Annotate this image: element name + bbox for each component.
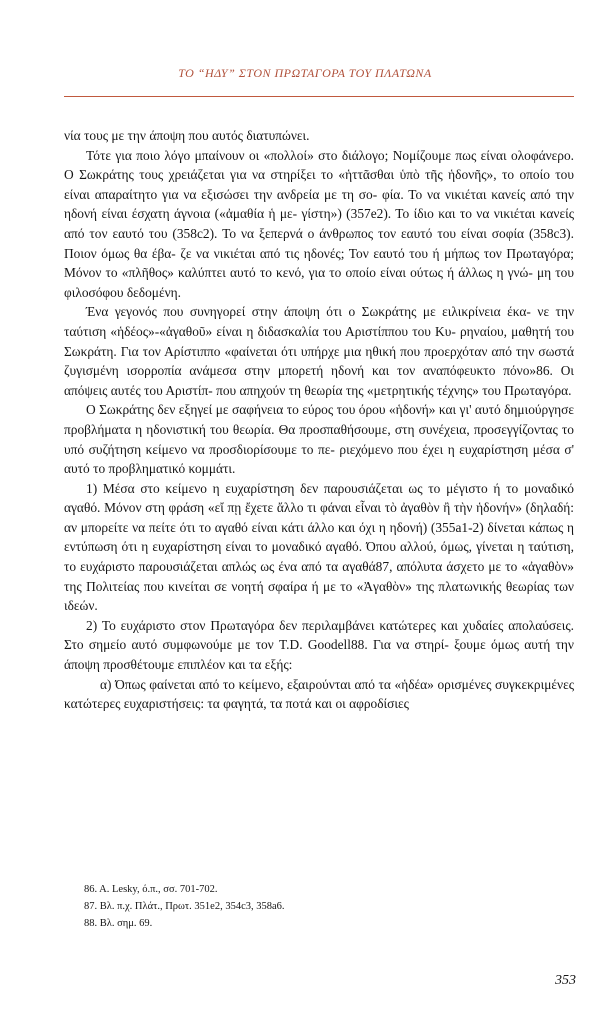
text-line: ηθική που προερχόταν από την σωστά ζυγισμένη ισορροπία ανάμεσα στην: [64, 343, 575, 379]
text-line: νε την ταύτιση «ἡδέος»-«ἀγαθοῦ» είναι η διδασκαλία του Αριστίππου του Κυ-: [64, 304, 574, 339]
text-line: μη του φιλοσόφου δεδομένη.: [64, 265, 574, 300]
text-line: ολοφάνερο. Ο Σωκράτης τους χρειάζεται για να στηρίξει το «ἡττᾶσθαι ὑπὸ τῆς: [64, 147, 574, 183]
text-line: ζε να νικιέται από τις ηδονές; Τον εαυτό του ή μήπως τον Πρωταγόρα; Μόνον: [64, 245, 574, 281]
text-line: ρηναίου, μαθητή του Σωκράτη. Για τον Αρίστιππο «φαίνεται ότι υπήρχε μια: [64, 323, 574, 359]
text-line: να ξεπερνά ο άνθρωπος τον εαυτό του είναι σοφία (358c3). Ποιον όμως θα έβα-: [64, 225, 574, 261]
text-line: δημιούργησε προβλήματα η ηδονιστική του θεωρία. Θα προσπαθήσουμε, στη: [64, 402, 574, 437]
text-line: γίστη») (357e2). Το ίδιο και το να νικιέται κανείς από τον εαυτό του (358c2). Το: [64, 206, 574, 241]
running-head: ΤΟ “ΗΔΥ” ΣΤΟΝ ΠΡΩΤΑΓΟΡΑ ΤΟΥ ΠΛΑΤΩΝΑ: [178, 66, 432, 80]
text-line: θεωρίας των ιδεών.: [64, 578, 574, 614]
text-line: φία. Το να νικιέται κανείς από την ηδονή είναι έσχατη άγνοια («ἀμαθία ἡ με-: [64, 186, 574, 222]
text-line: απολαύσεις. Στο σημείο αυτό συμφωνούμε με τον T.D. Goodell88. Για να στηρί-: [64, 617, 574, 653]
paragraph-1: [64, 126, 574, 146]
text-line: Τότε για ποιο λόγο μπαίνουν οι «πολλοί» στο διάλογο; Νομίζουμε πως είναι: [86, 147, 511, 163]
text-line: άλλο και όχι η ηδονή) (355a1-2) δίνεται κάπως η εντύπωση ότι η ευχαρίστηση: [64, 519, 574, 555]
header-rule: [64, 96, 574, 97]
footnotes: [64, 881, 574, 932]
text-line: 2) Το ευχάριστο στον Πρωταγόρα δεν περιλαμβάνει κατώτερες και χυδαίες: [86, 617, 509, 633]
text-line: Ένα γεγονός που συνηγορεί στην άποψη ότι ο Σωκράτης με ειλικρίνεια έκα-: [86, 304, 538, 320]
body-text: [64, 126, 574, 714]
text-line: παρουσιάζεται απλώς ως ένα από τα αγαθά87, απόλυτα άσχετο με το «ἀγαθὸν»: [138, 559, 574, 575]
footnote-87: 87. Βλ. π.χ. Πλάτ., Πρωτ. 351e2, 354c3, 358a6.: [84, 901, 285, 912]
footnote-86: 86. A. Lesky, ό.π., σσ. 701-702.: [84, 884, 218, 895]
text-line: συνέχεια, προσεγγίζοντας το υπό συζήτηση κείμενο να προσδιορίσουμε το πε-: [64, 421, 574, 457]
text-line: ἡδονῆς», το οποίο του είναι απαραίτητο για να εξισώσει την ανδρεία με τη σο-: [64, 167, 575, 202]
paragraph-3: [64, 302, 574, 400]
text-line: ριεχόμενο που έχει η ευχαρίστηση μέσα σ' αυτό το προβληματικό κομμάτι.: [64, 441, 575, 477]
paragraph-2: [64, 146, 574, 303]
text-line: της Πολιτείας που κινείται σε νοητή σφαίρα ή με το «Ἀγαθὸν» της πλατωνικής: [64, 578, 506, 594]
page-number: 353: [555, 973, 576, 988]
paragraph-6: [64, 616, 574, 675]
paragraph-4: [64, 400, 574, 478]
text-line: το «πλῆθος» καλύπτει αυτό το κενό, για το οποίο είναι ούτως ή άλλως η γνώ-: [105, 265, 537, 281]
paragraph-5: [64, 479, 574, 616]
text-line: Ο Σωκράτης δεν εξηγεί με σαφήνεια το εύρος του όρου «ἡδονή» και γι' αυτό: [86, 402, 505, 418]
footnote-88: 88. Βλ. σημ. 69.: [84, 918, 153, 929]
text-line: ξουμε όμως αυτή την άποψη προσθέτουμε επιπλέον και τα εξής:: [64, 637, 574, 673]
text-line: α) Όπως φαίνεται από το κείμενο, εξαιρούνται από τα «ἡδέα» ορισμένες: [100, 676, 496, 692]
text-line: μπορετή ηδονή και τον αναπόφευκτο πόνο»86. Οι απόψεις αυτές του Αριστίπ-: [64, 363, 574, 398]
text-line: νία τους με την άποψη που αυτός διατυπώνει.: [64, 128, 310, 143]
text-line: μοναδικό αγαθό. Μόνον στη φράση «εἴ πῃ ἔχετε ἄλλο τι φάναι εἶναι τὸ: [64, 480, 574, 516]
text-line: συγκεκριμένες κατώτερες ευχαριστήσεις: τα φαγητά, τα ποτά και οι αφροδίσιες: [64, 676, 574, 712]
text-line: είναι το μοναδικό αγαθό. Όπου αλλού, όμως, γίνεται η ταύτιση, το ευχάριστο: [64, 539, 574, 575]
text-line: ἀγαθὸν ἢ τὴν ἡδονήν» (δηλαδή: αν μπορείτε να πείτε ότι το αγαθό είναι κάτι: [64, 500, 574, 535]
text-line: 1) Μέσα στο κείμενο η ευχαρίστηση δεν παρουσιάζεται ως το μέγιστο ή το: [86, 480, 524, 496]
paragraph-7: [64, 675, 574, 714]
text-line: που απηχούν τη θεωρία της «μετρητικής τέχνης» του Πρωταγόρα.: [216, 382, 572, 398]
